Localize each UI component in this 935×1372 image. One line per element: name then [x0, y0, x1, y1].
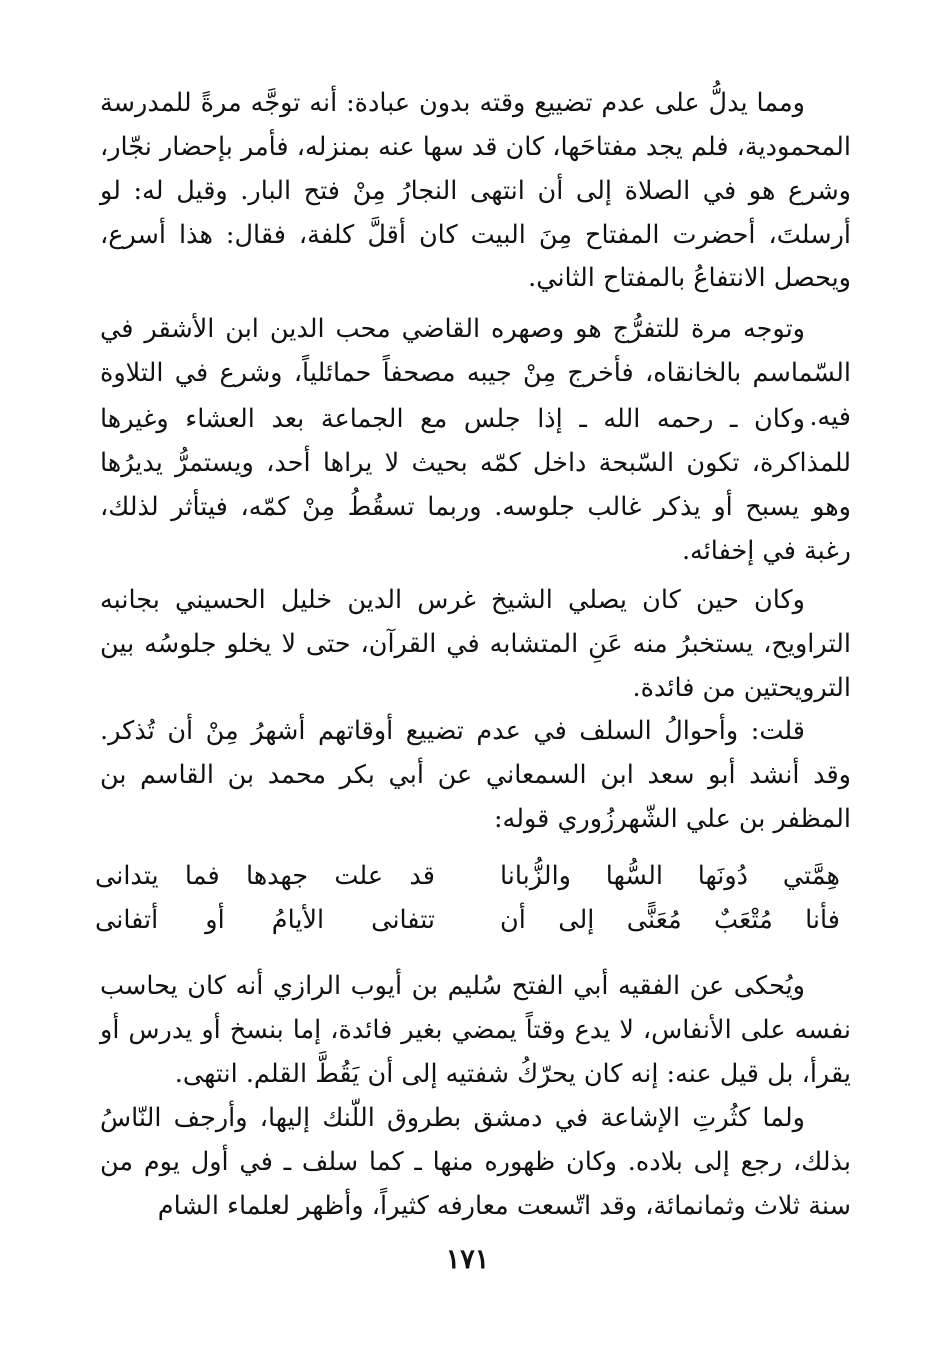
poem-verse-2-first-hemistich: فأنا مُتْعَبٌ مُعَنًّى إلى أن	[500, 904, 840, 935]
paragraph-1: ومما يدلُّ على عدم تضييع وقته بدون عبادة: أنه توجَّه مرةً للمدرسة المحمودية، فلم يجد مفتاحَها، كان قد سها عنه بمنزله، فأمر بإحضار نجّار، وشرع هو في الصلاة إلى أن انتهى النجارُ مِنْ فتح البار. وقيل له: لو أرسلتَ، أحضرت المفتاح مِنَ البيت كان أقلَّ كلفة، فقال: هذا أسرع، ويحصل الانتفاعُ بالمفتاح الثاني.	[100, 88, 851, 294]
poem-verse-2-second-hemistich: تتفانى الأيامُ أو أتفانى	[95, 904, 435, 935]
paragraph-4: وكان حين كان يصلي الشيخ غرس الدين خليل الحسيني بجانبه التراويح، يستخبرُ منه عَنِ المتشابه في القرآن، حتى لا يخلو جلوسُه بين الترويحتين من فائدة.	[100, 585, 851, 703]
paragraph-6: ويُحكى عن الفقيه أبي الفتح سُليم بن أيوب الرازي أنه كان يحاسب نفسه على الأنفاس، لا يدع وقتاً يمضي بغير فائدة، إما بنسخ أو يدرس أو يقرأ، بل قيل عنه: إنه كان يحرّكُ شفتيه إلى أن يَقُطَّ القلم. انتهى.	[100, 971, 851, 1089]
poem	[95, 855, 840, 955]
poem-verse-1-first-hemistich: هِمَّتي دُونَها السُّها والزُّبانا	[500, 861, 840, 891]
poem-verse-2	[95, 899, 840, 943]
paragraph-5: قلت: وأحوالُ السلف في عدم تضييع أوقاتهم أشهرُ مِنْ أن تُذكر. وقد أنشد أبو سعد ابن السمعاني عن أبي بكر محمد بن القاسم بن المظفر بن علي الشّهرزُوري قوله:	[100, 716, 851, 834]
paragraph-7: ولما كثُرتِ الإشاعة في دمشق بطروق اللّنك إليها، وأرجف النّاسُ بذلك، رجع إلى بلاده. وكان ظهوره منها ـ كما سلف ـ في أول يوم من سنة ثلاث وثمانمائة، وقد اتّسعت معارفه كثيراً، وأظهر لعلماء الشام	[100, 1103, 851, 1221]
paragraph-2: وتوجه مرة للتفرُّج هو وصهره القاضي محب الدين ابن الأشقر في السّماسم بالخانقاه، فأخرج مِنْ جيبه مصحفاً حمائلياً، وشرع في التلاوة فيه.	[100, 314, 851, 432]
page-number: ١٧١	[445, 1244, 490, 1275]
poem-verse-1	[95, 855, 840, 899]
poem-verse-1-second-hemistich: قد علت جهدها فما يتدانى	[95, 861, 435, 891]
paragraph-3: وكان ـ رحمه الله ـ إذا جلس مع الجماعة بعد العشاء وغيرها للمذاكرة، تكون السّبحة داخل كمّه بحيث لا يراها أحد، ويستمرُّ يديرُها وهو يسبح أو يذكر غالب جلوسه. وربما تسقُطُ مِنْ كمّه، فيتأثر لذلك، رغبة في إخفائه.	[100, 404, 851, 566]
